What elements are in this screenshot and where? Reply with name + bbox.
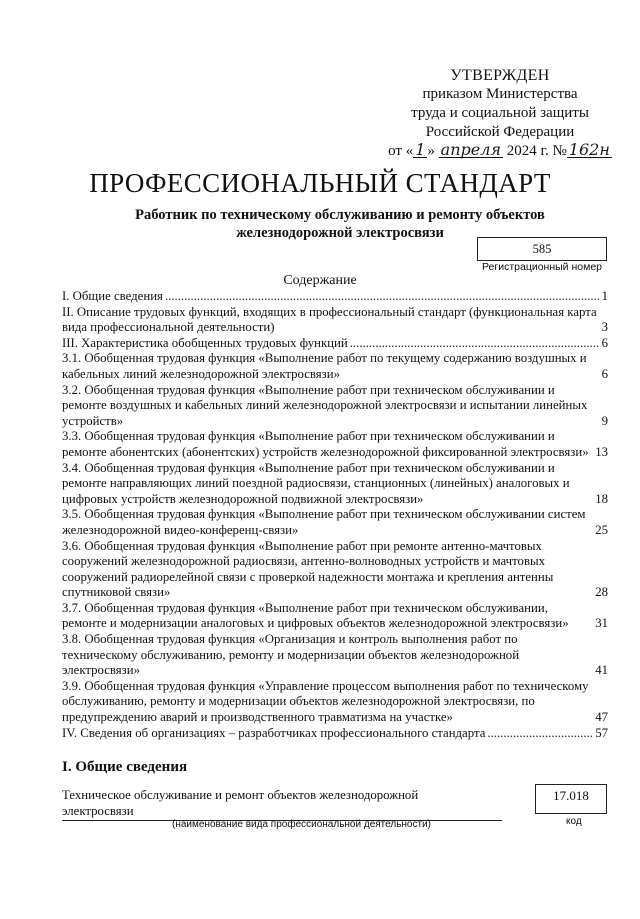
- toc-entry-text: I. Общие сведения: [62, 289, 163, 303]
- toc-entry[interactable]: [62, 305, 608, 336]
- order-number: 162н: [568, 140, 610, 159]
- activity-caption: (наименование вида профессиональной деятельности): [172, 819, 431, 830]
- subtitle-line-2: железнодорожной электросвязи: [236, 225, 444, 241]
- toc-entry-text: 3.8. Обобщенная трудовая функция «Организация и контроль выполнения работ по техническому обслуживанию, ремонту и модернизации объектов железнодорожной электросвязи»: [62, 632, 520, 678]
- toc-entry-text: 3.6. Обобщенная трудовая функция «Выполнение работ при ремонте антенно-мачтовых сооружений железнодорожной радиосвязи, антенно-волноводных устройств и мачтовых сооружений радиорелейной связи с проверкой надежности монтажа и крепления антенны спутниковой связи»: [62, 538, 554, 600]
- toc-entry[interactable]: [62, 336, 608, 352]
- toc-entry-page: 3: [601, 320, 608, 335]
- toc-entry-page: 57: [595, 725, 608, 740]
- toc-entry[interactable]: [62, 632, 608, 679]
- toc-entry-page: 47: [595, 710, 608, 725]
- toc-entry-text: 3.2. Обобщенная трудовая функция «Выполнение работ при техническом обслуживании и ремонте воздушных и кабельных линий железнодорожной электросвязи и испытании линейных устройств»: [62, 382, 588, 428]
- toc-entry-text: 3.4. Обобщенная трудовая функция «Выполнение работ при техническом обслуживании и ремонте направляющих линий поездной радиосвязи, станционных (линейных) аналоговых и цифровых устройств железнодорожной подвижной электросвязи»: [62, 460, 570, 506]
- registration-number-label: Регистрационный номер: [482, 261, 602, 273]
- toc-entry-text: 3.7. Обобщенная трудовая функция «Выполнение работ при техническом обслуживании, ремонте и модернизации аналоговых и цифровых объектов железнодорожной электросвязи»: [62, 600, 569, 631]
- section-heading: I. Общие сведения: [62, 759, 188, 775]
- order-date-line: [380, 142, 620, 161]
- toc-entry-page: 41: [595, 663, 608, 678]
- approval-line-3: Российской Федерации: [425, 124, 575, 140]
- activity-code-label: код: [566, 816, 582, 827]
- table-of-contents: [62, 289, 608, 741]
- contents-title: Содержание: [283, 273, 357, 288]
- toc-entry-page: 18: [595, 491, 608, 506]
- toc-entry-text: IV. Сведения об организациях – разработчиках профессионального стандарта: [62, 725, 486, 740]
- order-day: 1: [415, 140, 426, 159]
- toc-entry-page: 1: [601, 289, 608, 303]
- toc-entry-text: 3.9. Обобщенная трудовая функция «Управление процессом выполнения работ по техническому обслуживанию, ремонту и модернизации объектов железнодорожной электросвязи, по предупреждению аварий и производственного травматизма на участке»: [62, 678, 589, 725]
- activity-type-field: [62, 788, 502, 821]
- order-month: апреля: [440, 140, 502, 159]
- subtitle-line-1: Работник по техническому обслуживанию и ремонту объектов: [135, 207, 545, 223]
- activity-line-1: Техническое обслуживание и ремонт объектов железнодорожной: [62, 788, 419, 802]
- toc-entry-page: 6: [601, 366, 608, 381]
- toc-entry-page: 28: [595, 585, 608, 600]
- activity-line-2: электросвязи: [62, 803, 134, 818]
- toc-entry[interactable]: [62, 289, 608, 305]
- toc-entry-page: 6: [601, 335, 608, 350]
- approval-line-2: труда и социальной защиты: [411, 105, 589, 121]
- document-title: ПРОФЕССИОНАЛЬНЫЙ СТАНДАРТ: [89, 168, 551, 198]
- toc-entry[interactable]: [62, 383, 608, 430]
- toc-entry-page: 31: [595, 616, 608, 631]
- date-prefix: от «: [388, 143, 414, 159]
- toc-entry[interactable]: [62, 679, 608, 726]
- toc-entry[interactable]: [62, 461, 608, 508]
- activity-code-box: 17.018: [535, 784, 607, 814]
- toc-entry[interactable]: [62, 601, 608, 632]
- date-mid: »: [427, 143, 435, 159]
- toc-entry[interactable]: [62, 429, 608, 460]
- toc-entry[interactable]: [62, 726, 608, 742]
- order-year: 2024 г. №: [506, 143, 567, 159]
- approval-heading: УТВЕРЖДЕН: [450, 67, 550, 84]
- toc-entry-text: II. Описание трудовых функций, входящих в профессиональный стандарт (функциональная карта вида профессиональной деятельности): [62, 304, 597, 335]
- toc-entry-page: 25: [595, 522, 608, 537]
- toc-entry[interactable]: [62, 507, 608, 538]
- registration-number-box: 585: [477, 237, 607, 261]
- toc-entry[interactable]: [62, 539, 608, 601]
- toc-entry-text: III. Характеристика обобщенных трудовых функций: [62, 335, 348, 350]
- toc-entry-page: 13: [595, 444, 608, 459]
- approval-line-1: приказом Министерства: [422, 86, 578, 102]
- approval-block: [380, 66, 620, 161]
- toc-entry-text: 3.3. Обобщенная трудовая функция «Выполнение работ при техническом обслуживании и ремонте абонентских (абонентских) устройств железнодорожной фиксированной электросвязи»: [62, 429, 589, 459]
- toc-entry-text: 3.5. Обобщенная трудовая функция «Выполнение работ при техническом обслуживании систем железнодорожной видео-конференц-связи»: [62, 507, 586, 537]
- toc-entry-page: 9: [601, 413, 608, 428]
- toc-entry-text: 3.1. Обобщенная трудовая функция «Выполнение работ по текущему содержанию воздушных и кабельных линий железнодорожной электросвязи»: [62, 351, 587, 381]
- toc-entry[interactable]: [62, 351, 608, 382]
